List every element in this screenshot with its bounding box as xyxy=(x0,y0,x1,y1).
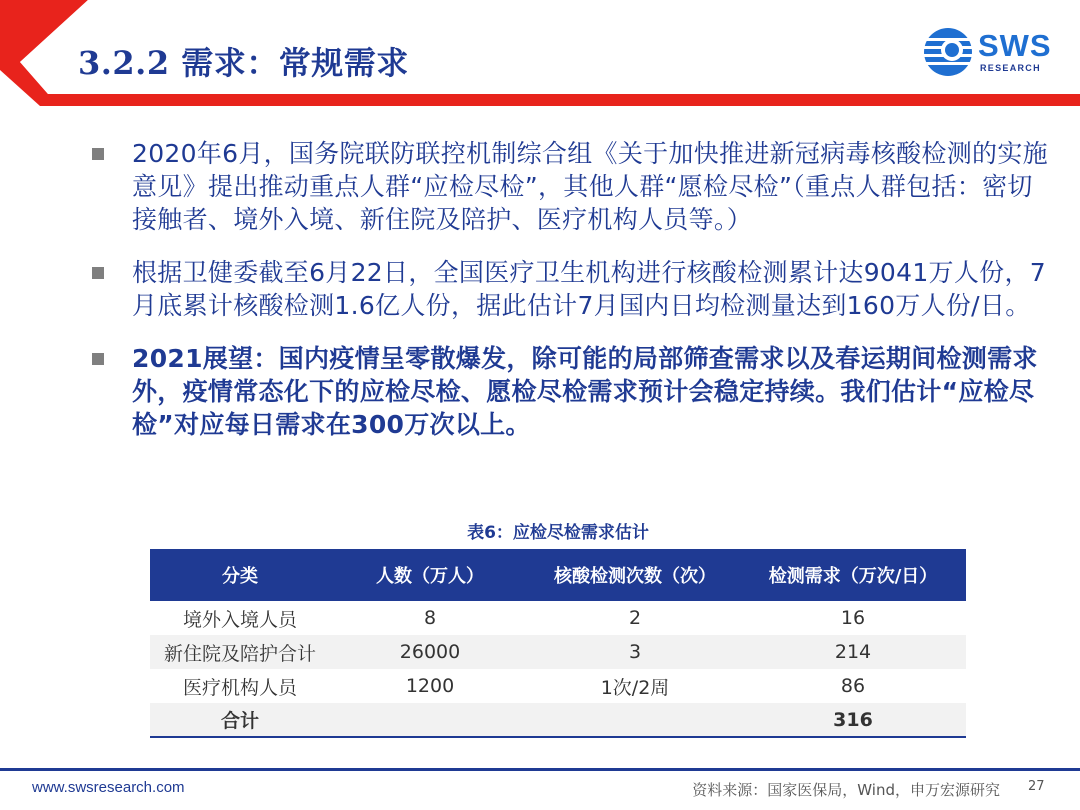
bullet-item xyxy=(92,342,1052,441)
table-header-row xyxy=(150,549,966,601)
table-header-cell: 人数（万人） xyxy=(330,549,530,601)
table-total-row xyxy=(150,703,966,737)
globe-icon xyxy=(922,26,974,78)
table-cell: 86 xyxy=(840,675,866,697)
table-caption: 表6：应检尽检需求估计 xyxy=(467,523,649,543)
table-header-cell: 分类 xyxy=(150,549,330,601)
table-cell: 8 xyxy=(423,607,437,629)
table-cell: 2 xyxy=(628,607,642,629)
table-cell: 合计 xyxy=(150,703,330,737)
page-number: 27 xyxy=(1028,779,1045,794)
table-cell: 医疗机构人员 xyxy=(182,676,297,699)
table-cell: 214 xyxy=(740,635,966,669)
bullet-square-icon xyxy=(92,353,104,365)
footer-url: www.swsresearch.com xyxy=(32,779,185,796)
table-row xyxy=(150,669,966,703)
bullet-square-icon xyxy=(92,267,104,279)
bullet-item xyxy=(92,256,1052,322)
table-row xyxy=(150,601,966,635)
page-title: 3.2.2 需求：常规需求 xyxy=(78,44,409,82)
bullet-square-icon xyxy=(92,148,104,160)
demand-table xyxy=(150,549,966,738)
bullet-item xyxy=(92,137,1052,236)
table-cell xyxy=(530,703,740,737)
table-cell: 1200 xyxy=(405,675,455,697)
footer-source: 资料来源：国家医保局，Wind，申万宏源研究 xyxy=(692,781,1000,799)
table-cell: 境外入境人员 xyxy=(182,608,297,631)
table-header-cell: 核酸检测次数（次） xyxy=(530,549,740,601)
table-header-cell: 检测需求（万次/日） xyxy=(740,549,966,601)
table-cell: 3 xyxy=(530,635,740,669)
sws-logo xyxy=(922,26,1062,82)
table-cell: 26000 xyxy=(330,635,530,669)
table-cell: 1次/2周 xyxy=(600,676,670,699)
logo-text: SWS xyxy=(978,28,1052,63)
bullet-text: 2020年6月，国务院联防联控机制综合组《关于加快推进新冠病毒核酸检测的实施意见》提出推动重点人群“应检尽检”，其他人群“愿检尽检”（重点人群包括：密切接触者、境外入境、新住院及陪护、医疗机构人员等。） xyxy=(132,139,1048,234)
table-cell: 新住院及陪护合计 xyxy=(150,635,330,669)
bullet-text-outlook: 2021展望：国内疫情呈零散爆发，除可能的局部筛查需求以及春运期间检测需求外，疫情常态化下的应检尽检、愿检尽检需求预计会稳定持续。我们估计“应检尽检”对应每日需求在300万次以上。 xyxy=(132,344,1038,439)
bullet-text: 根据卫健委截至6月22日，全国医疗卫生机构进行核酸检测累计达9041万人份，7月底累计核酸检测1.6亿人份，据此估计7月国内日均检测量达到160万人份/日。 xyxy=(132,258,1046,320)
table-row xyxy=(150,635,966,669)
logo-subtext: RESEARCH xyxy=(980,63,1041,73)
table-cell xyxy=(330,703,530,737)
table-cell: 16 xyxy=(840,607,866,629)
bullet-list xyxy=(92,137,1052,461)
table-cell: 316 xyxy=(740,703,966,737)
footer-divider xyxy=(0,768,1080,771)
